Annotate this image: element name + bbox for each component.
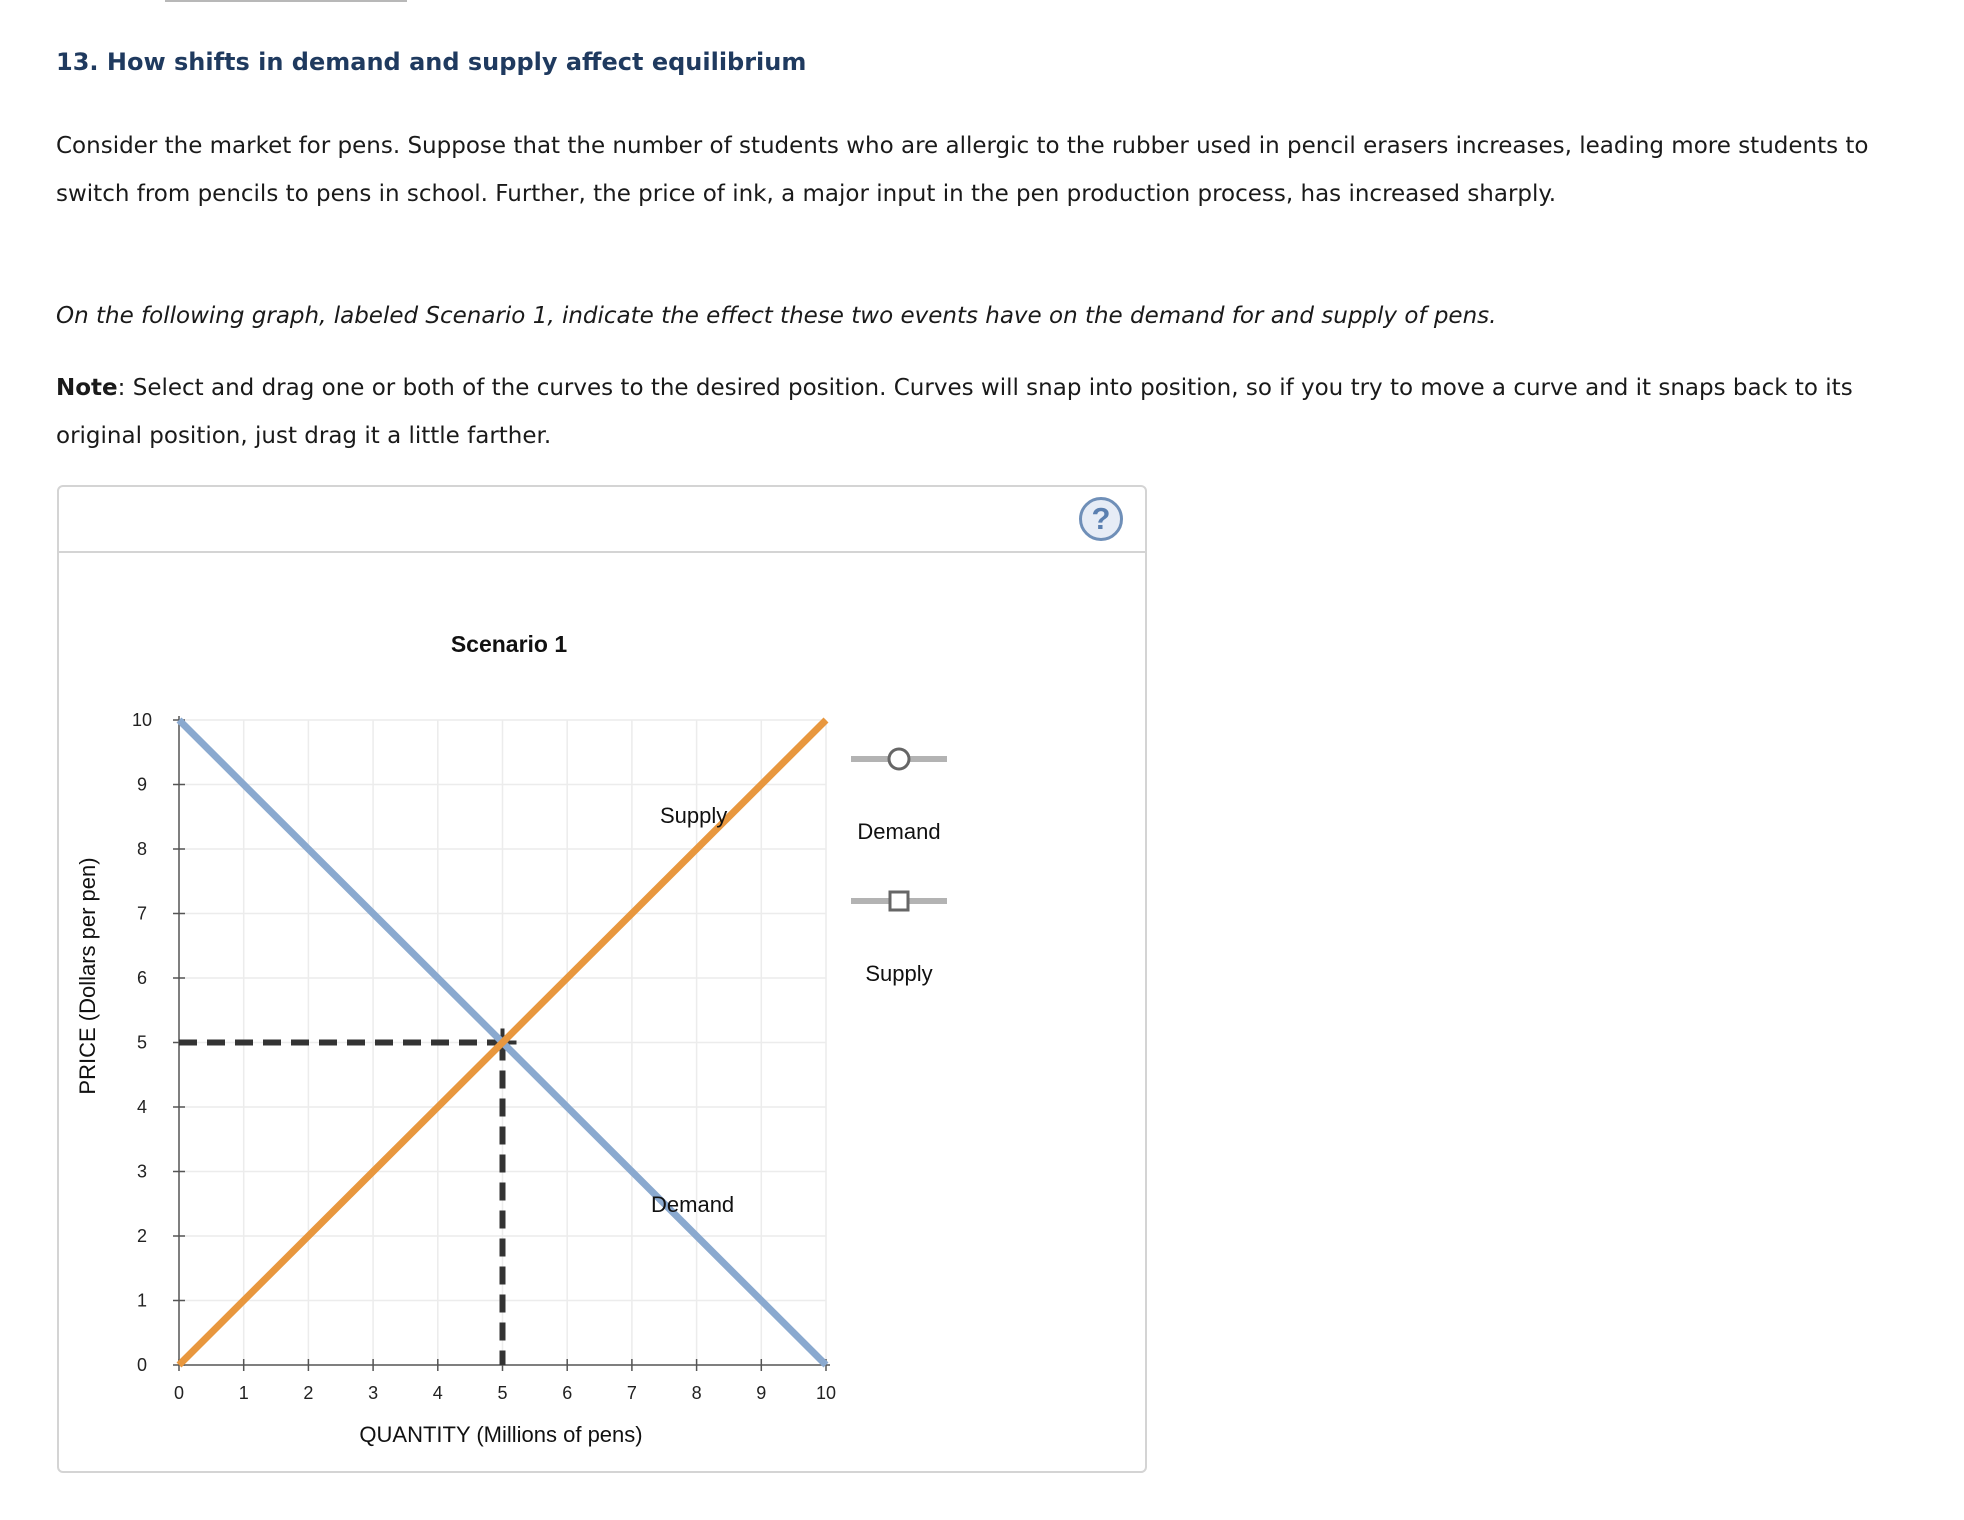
- help-icon[interactable]: ?: [1079, 497, 1123, 541]
- graph-panel: [57, 485, 1147, 1473]
- x-tick-label: 2: [303, 1383, 314, 1403]
- y-axis-label: PRICE (Dollars per pen): [75, 857, 100, 1095]
- x-axis-label: QUANTITY (Millions of pens): [359, 1422, 643, 1447]
- y-tick-label: 10: [131, 710, 153, 730]
- note-text: [56, 364, 1916, 460]
- note-label: Note: [56, 375, 118, 401]
- y-tick-label: 7: [136, 903, 148, 924]
- y-tick-label: 4: [136, 1097, 148, 1117]
- y-tick-label: 5: [136, 1032, 148, 1053]
- circle-marker-icon: [889, 749, 909, 769]
- y-tick-label: 1: [136, 1290, 148, 1311]
- y-tick-label: 2: [136, 1226, 148, 1246]
- y-tick-label: 9: [136, 774, 148, 795]
- legend-item-supply[interactable]: [851, 892, 947, 986]
- chart-title: Scenario 1: [450, 631, 568, 657]
- note-body: : Select and drag one or both of the curves to the desired position. Curves will snap into position, so if you try to move a curve and it snaps back to its original position, just drag it a little farther.: [56, 375, 1853, 449]
- demand-curve-label: Demand: [651, 1191, 735, 1217]
- legend-label: Demand: [857, 819, 941, 844]
- top-tab-indicator: [165, 0, 407, 2]
- scenario-description: Consider the market for pens. Suppose that the number of students who are allergic to the rubber used in pencil erasers increases, leading more students to switch from pencils to pens in school. Further, the price of ink, a major input in the pen production process, has increased sharply.: [56, 133, 1869, 207]
- instruction-text: On the following graph, labeled Scenario 1, indicate the effect these two events have on the demand for and supply of pens.: [56, 303, 1497, 329]
- x-tick-label: 3: [368, 1383, 379, 1403]
- y-tick-label: 3: [136, 1161, 148, 1182]
- x-tick-label: 10: [815, 1383, 837, 1403]
- y-tick-label: 0: [136, 1355, 148, 1375]
- legend-label: Supply: [865, 961, 933, 986]
- x-tick-label: 8: [691, 1383, 702, 1403]
- square-marker-icon: [890, 892, 908, 910]
- chart-legend[interactable]: [851, 749, 947, 986]
- x-tick-label: 7: [626, 1383, 637, 1403]
- y-tick-label: 6: [136, 968, 148, 988]
- x-tick-label: 4: [432, 1383, 443, 1403]
- supply-curve-label: Supply: [659, 802, 728, 828]
- legend-item-demand[interactable]: [851, 749, 947, 844]
- x-tick-label: 6: [562, 1383, 573, 1403]
- x-tick-label: 1: [238, 1383, 249, 1403]
- y-tick-label: 8: [136, 839, 148, 859]
- curve-labels: [651, 803, 734, 1217]
- x-tick-label: 9: [756, 1383, 767, 1403]
- scenario-chart: [59, 487, 1145, 1471]
- x-tick-label: 0: [173, 1383, 185, 1403]
- question-title: 13. How shifts in demand and supply affect equilibrium: [56, 48, 807, 76]
- x-tick-label: 5: [497, 1383, 508, 1403]
